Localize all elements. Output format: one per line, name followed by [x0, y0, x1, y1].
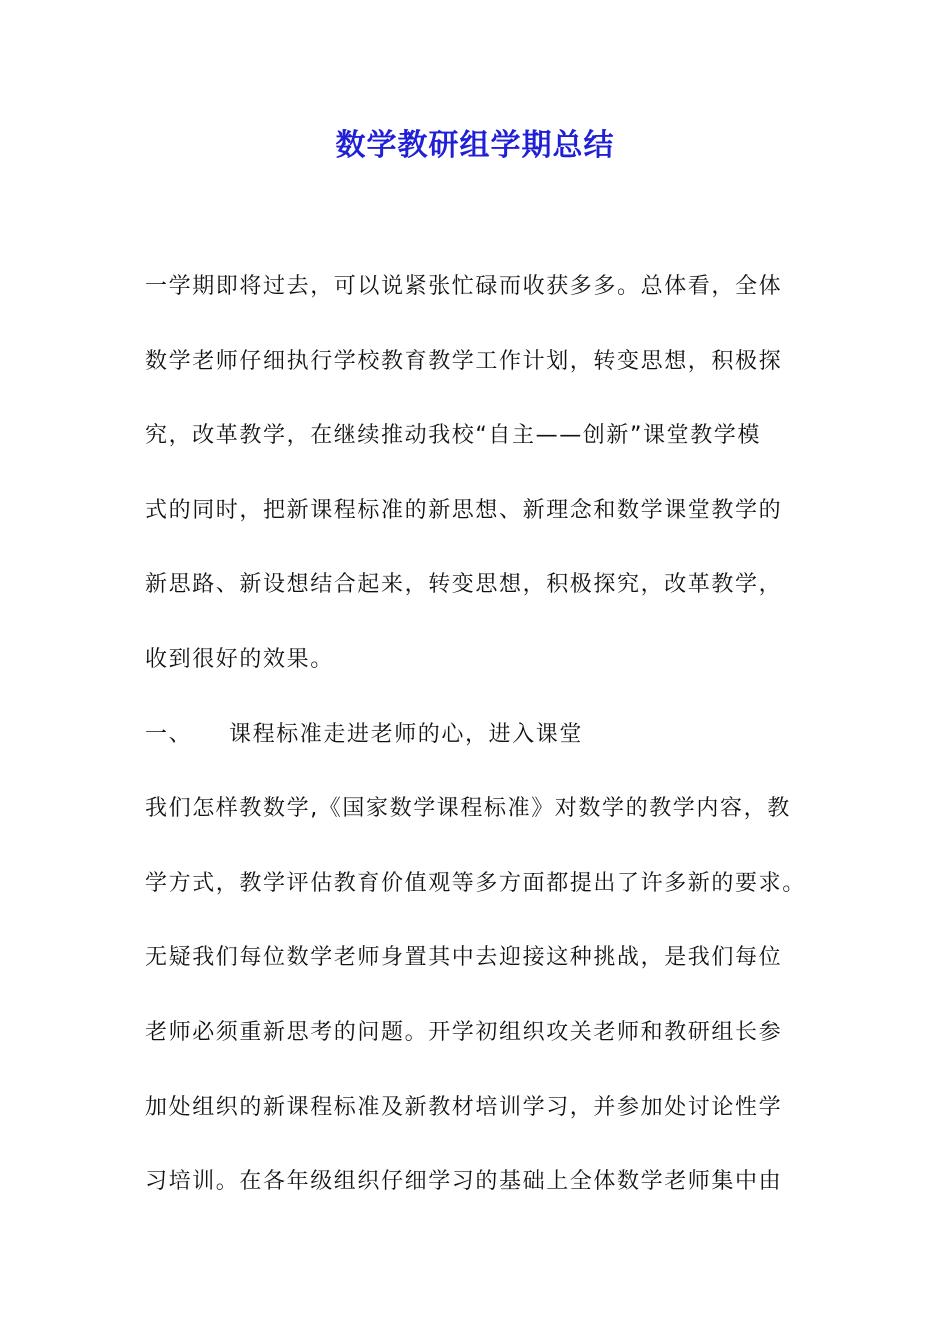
text-line: 收到很好的效果。: [145, 646, 334, 672]
document-title: 数学教研组学期总结: [335, 128, 615, 163]
text-line: 我们怎样教数学,《国家数学课程标准》对数学的教学内容，教: [145, 796, 791, 822]
text-line: 数学老师仔细执行学校教育教学工作计划，转变思想，积极探: [145, 348, 783, 374]
text-line: 老师必须重新思考的问题。开学初组织攻关老师和教研组长参: [145, 1019, 783, 1045]
text-line: 无疑我们每位数学老师身置其中去迎接这种挑战，是我们每位: [145, 945, 783, 971]
text-line: 一学期即将过去，可以说紧张忙碌而收获多多。总体看，全体: [145, 274, 783, 299]
text-line: 加处组织的新课程标准及新教材培训学习，并参加处讨论性学: [145, 1094, 783, 1120]
paragraph-intro: [145, 268, 809, 716]
text-line: 式的同时，把新课程标准的新思想、新理念和数学课堂教学的: [145, 497, 783, 523]
text-line: 新思路、新设想结合起来，转变思想，积极探究，改革教学，: [145, 572, 783, 598]
paragraph-standards: [145, 790, 809, 1200]
section-heading: [145, 716, 809, 753]
section-number: 一、: [145, 721, 193, 747]
document-body: [145, 268, 809, 1200]
section-heading-text: 课程标准走进老师的心，进入课堂: [229, 721, 584, 747]
text-line: 学方式，教学评估教育价值观等多方面都提出了许多新的要求。: [145, 870, 806, 896]
text-line: 究，改革教学，在继续推动我校“自主——创新”课堂教学模: [145, 423, 761, 449]
text-line: 习培训。在各年级组织仔细学习的基础上全体数学老师集中由: [145, 1169, 783, 1195]
